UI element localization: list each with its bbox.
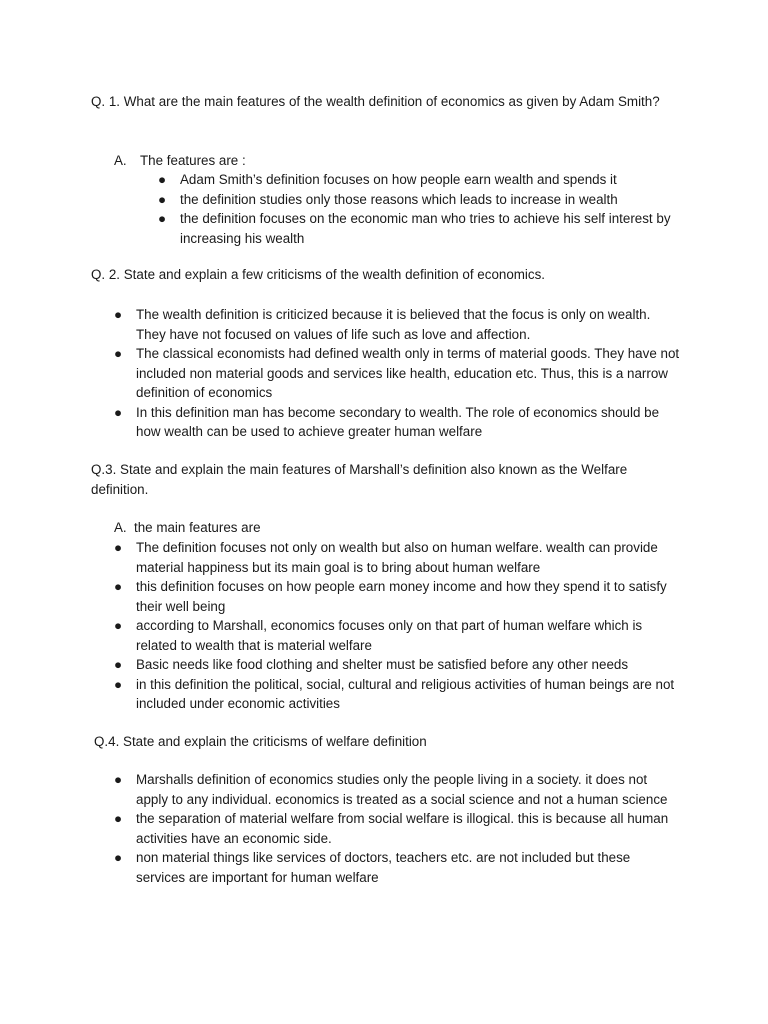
list-item [114,675,680,714]
bullet-icon: ● [114,579,123,594]
bullet-icon: ● [158,172,167,187]
answer-1-points [158,170,678,248]
bullet-icon: ● [114,811,123,826]
list-item [158,209,678,248]
list-item [114,577,680,616]
list-item-text: Adam Smith’s definition focuses on how people earn wealth and spends it [180,172,617,187]
bullet-icon: ● [114,307,123,322]
list-item [158,170,678,190]
list-item-text: The classical economists had defined wealth only in terms of material goods. They have not included non material goods and services like health, education etc. Thus, this is a narrow definition of economics [136,346,680,400]
bullet-icon: ● [114,657,123,672]
list-item-text: In this definition man has become secondary to wealth. The role of economics should be how wealth can be used to achieve greater human welfare [136,404,660,439]
bullet-icon: ● [158,191,167,207]
answer-1-letter: A. [114,153,127,168]
answer-2-points [114,305,680,442]
list-item-text: the definition studies only those reasons which leads to increase in wealth [180,191,618,207]
list-item [114,305,680,344]
list-item [114,848,680,887]
list-item [114,655,680,675]
list-item [114,344,680,403]
bullet-icon: ● [114,540,123,555]
list-item [114,538,680,577]
list-item-text: Basic needs like food clothing and shelter must be satisfied before any other needs [136,657,629,672]
question-2: Q. 2. State and explain a few criticisms of the wealth definition of economics. [91,267,546,282]
bullet-icon: ● [114,850,123,865]
list-item-text: the separation of material welfare from social welfare is illogical. this is because all human activities have an economic side. [136,811,669,846]
list-item-text: The definition focuses not only on wealth but also on human welfare. wealth can provide material happiness but its main goal is to bring about human welfare [136,540,658,575]
question-3: Q.3. State and explain the main features of Marshall’s definition also known as the Welfare definition. [91,462,628,497]
bullet-icon: ● [114,346,123,361]
answer-3-letter: A. [114,520,127,535]
answer-3-intro [114,518,261,538]
list-item [114,809,680,848]
question-1: Q. 1. What are the main features of the wealth definition of economics as given by Adam Smith? [91,94,660,109]
bullet-icon: ● [114,404,123,420]
answer-1-intro-text: The features are : [140,153,246,168]
bullet-icon: ● [114,618,123,633]
list-item-text: this definition focuses on how people earn money income and how they spend it to satisfy their well being [136,579,667,614]
bullet-icon: ● [114,676,123,692]
list-item [158,190,678,210]
list-item-text: The wealth definition is criticized because it is believed that the focus is only on wealth. They have not focused on values of life such as love and affection. [136,307,651,342]
question-4: Q.4. State and explain the criticisms of welfare definition [94,734,427,749]
answer-1-intro [114,151,246,171]
list-item [114,770,680,809]
list-item-text: in this definition the political, social, cultural and religious activities of human beings are not included under economic activities [136,676,675,711]
list-item-text: the definition focuses on the economic man who tries to achieve his self interest by increasing his wealth [180,211,671,246]
list-item-text: according to Marshall, economics focuses only on that part of human welfare which is related to wealth that is material welfare [136,618,643,653]
list-item [114,616,680,655]
answer-3-points [114,538,680,714]
answer-3-intro-text: the main features are [134,520,261,535]
list-item-text: Marshalls definition of economics studies only the people living in a society. it does not apply to any individual. economics is treated as a social science and not a human science [136,772,668,807]
bullet-icon: ● [114,772,123,787]
bullet-icon: ● [158,211,167,226]
list-item-text: non material things like services of doctors, teachers etc. are not included but these services are important for human welfare [136,850,631,885]
answer-4-points [114,770,680,887]
list-item [114,403,680,442]
